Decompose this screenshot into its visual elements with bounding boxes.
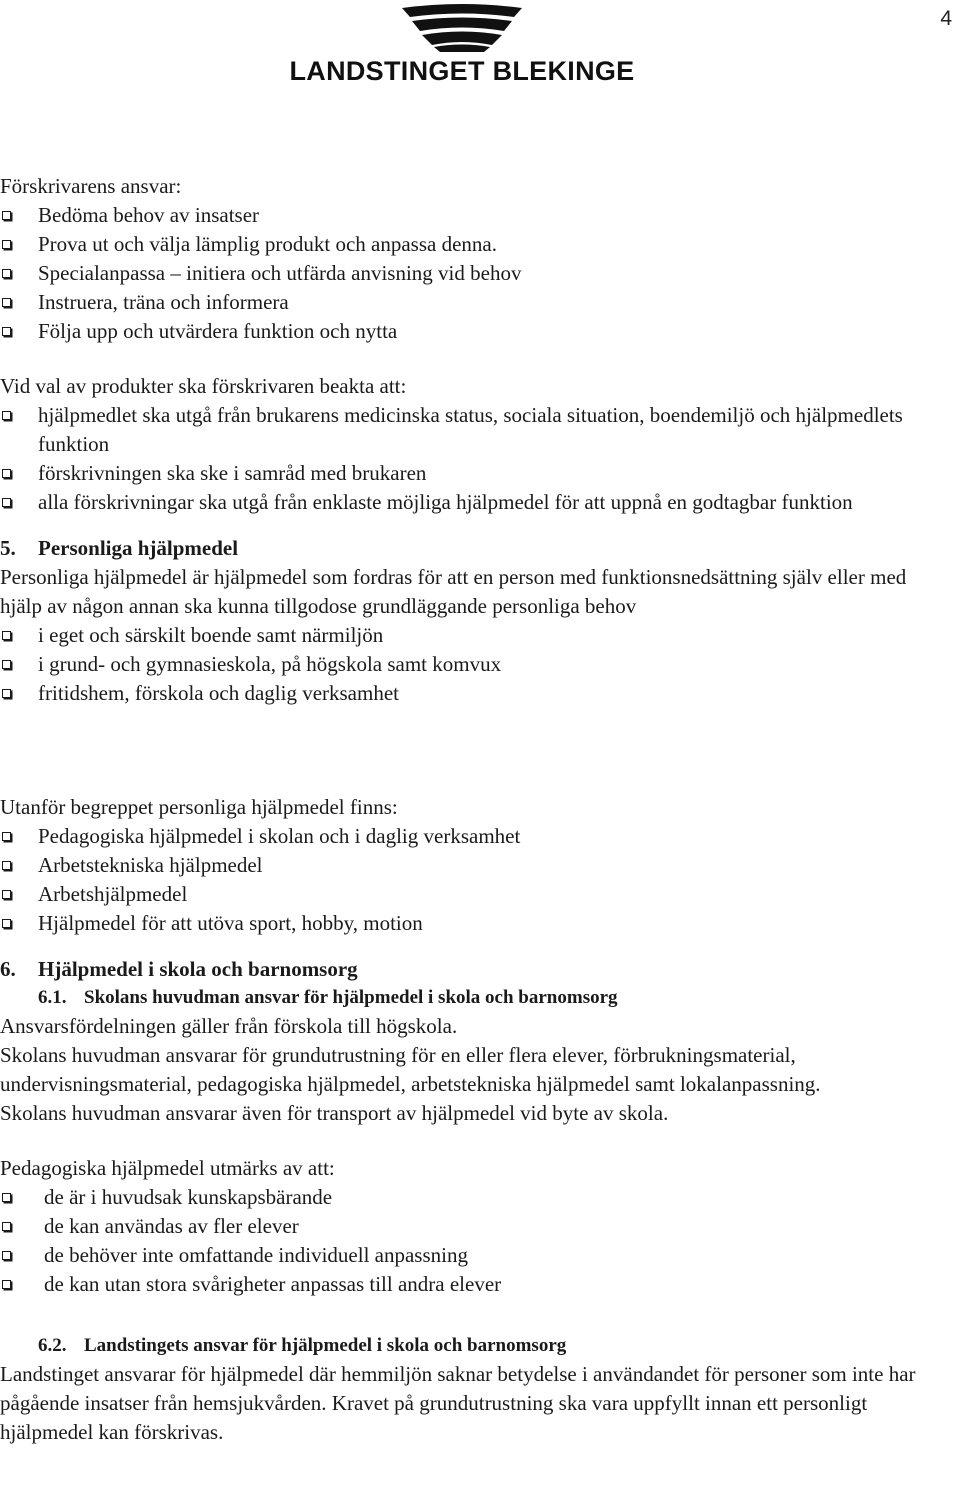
section-6-1-heading [0,984,952,1012]
section-title: Hjälpmedel i skola och barnomsorg [38,957,358,981]
list-item: de behöver inte omfattande individuell anpassning [0,1241,952,1270]
paragraph: Skolans huvudman ansvarar för grundutrustning för en eller flera elever, förbrukningsmaterial, undervisningsmaterial, pedagogiska hjälpmedel, arbetstekniska hjälpmedel samt lokalanpassning. [0,1043,821,1096]
outside-heading: Utanför begreppet personliga hjälpmedel finns: [0,795,398,819]
list-item: hjälpmedlet ska utgå från brukarens medicinska status, sociala situation, boendemiljö och hjälpmedlets funktion [0,401,952,459]
section-5-heading [0,533,952,563]
list-item: de är i huvudsak kunskapsbärande [0,1183,952,1212]
paragraph: Skolans huvudman ansvarar även för transport av hjälpmedel vid byte av skola. [0,1101,669,1125]
list-item: Följa upp och utvärdera funktion och nytta [0,317,952,346]
ship-emblem-icon [400,2,524,52]
section-6-2-heading [0,1332,952,1360]
section-5-intro: Personliga hjälpmedel är hjälpmedel som fordras för att en person med funktionsnedsättning själv eller med hjälp av någon annan ska kunna tillgodose grundläggande personliga behov [0,565,907,618]
outside-list [0,822,952,938]
list-item: Instruera, träna och informera [0,288,952,317]
list-item: i grund- och gymnasieskola, på högskola samt komvux [0,650,952,679]
subsection-number: 6.1. [38,987,67,1008]
subsection-title: Landstingets ansvar för hjälpmedel i skola och barnomsorg [84,1335,567,1356]
pedagogical-list [0,1183,952,1299]
list-item: Arbetstekniska hjälpmedel [0,851,952,880]
section-5-list [0,621,952,708]
list-item: Hjälpmedel för att utöva sport, hobby, motion [0,909,952,938]
list-item: i eget och särskilt boende samt närmiljön [0,621,952,650]
page-content [0,172,952,1447]
section-number: 5. [0,536,16,560]
list-item: Prova ut och välja lämplig produkt och anpassa denna. [0,230,952,259]
list-item: Bedöma behov av insatser [0,201,952,230]
prescriber-list [0,201,952,346]
paragraph: Ansvarsfördelningen gäller från förskola till högskola. [0,1014,458,1038]
selection-heading: Vid val av produkter ska förskrivaren beakta att: [0,374,407,398]
page-number: 4 [940,7,952,30]
section-number: 6. [0,957,16,981]
section-6-heading [0,954,952,984]
paragraph: Landstinget ansvarar för hjälpmedel där hemmiljön saknar betydelse i användandet för personer som inte har pågående insatser från hemsjukvården. Kravet på grundutrustning ska vara uppfyllt innan ett personligt hjälpmedel kan förskrivas. [0,1362,916,1444]
prescriber-heading: Förskrivarens ansvar: [0,174,182,198]
logo-text: LANDSTINGET BLEKINGE [289,56,635,86]
subsection-title: Skolans huvudman ansvar för hjälpmedel i skola och barnomsorg [84,987,618,1008]
pedagogical-heading: Pedagogiska hjälpmedel utmärks av att: [0,1156,335,1180]
subsection-number: 6.2. [38,1335,67,1356]
selection-list [0,401,952,517]
list-item: Pedagogiska hjälpmedel i skolan och i daglig verksamhet [0,822,952,851]
list-item: förskrivningen ska ske i samråd med brukaren [0,459,952,488]
list-item: Specialanpassa – initiera och utfärda anvisning vid behov [0,259,952,288]
list-item: de kan användas av fler elever [0,1212,952,1241]
list-item: de kan utan stora svårigheter anpassas till andra elever [0,1270,952,1299]
list-item: alla förskrivningar ska utgå från enklaste möjliga hjälpmedel för att uppnå en godtagbar funktion [0,488,952,517]
list-item: fritidshem, förskola och daglig verksamhet [0,679,952,708]
list-item: Arbetshjälpmedel [0,880,952,909]
landstinget-blekinge-logo [282,2,642,88]
section-title: Personliga hjälpmedel [38,536,239,560]
